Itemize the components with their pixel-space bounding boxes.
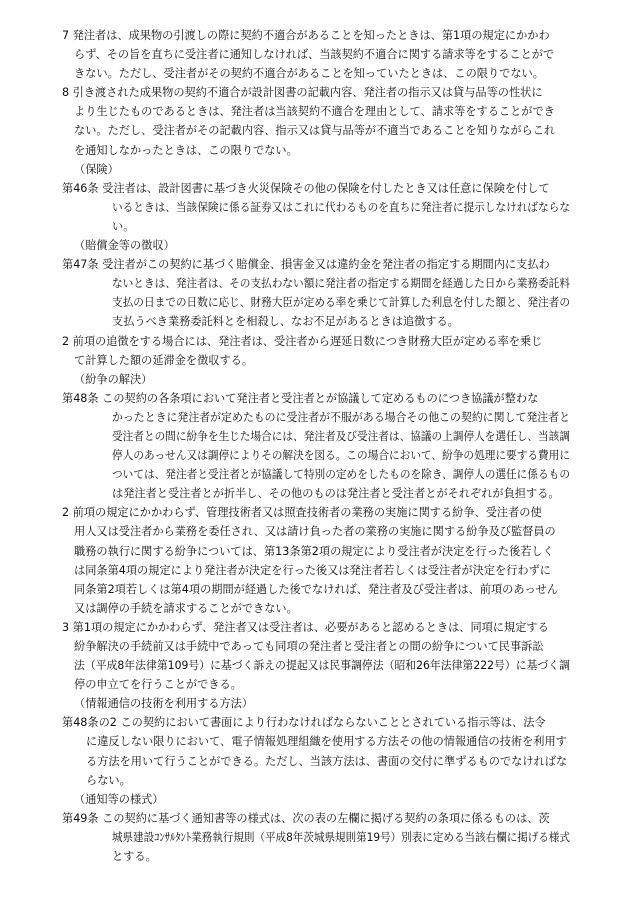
paragraph-8-line-1: 8 引き渡された成果物の契約不適合が設計図書の記載内容、発注者の指示又は貸与品等の性状に (62, 86, 543, 100)
paragraph-8-line-2: より生じたものであるときは、発注者は当該契約不適合を理由として、請求等をすることができ (74, 105, 555, 119)
article-46-line-2: いるときは、当該保険に係る証券又はこれに代わるものを直ちに発注者に提示しなければならな (112, 200, 570, 214)
article-47-line-3: 支払の日までの日数に応じ、財務大臣が定める率を乗じて計算した利息を付した額と、発注者の (112, 296, 570, 310)
article-48-paragraph-3-line-3: 法（平成8年法律第109号）に基づく訴えの提起又は民事調停法（昭和26年法律第222号）に基づく調 (74, 659, 570, 673)
article-48-2-line-2: に違反しない限りにおいて、電子情報処理組織を使用する方法その他の情報通信の技術を利用す (86, 735, 567, 749)
article-48-2-line-3: る方法を用いて行うことができる。ただし、当該方法は、書面の交付に準ずるものでなければな (86, 754, 568, 768)
paragraph-7-line-1: 7 発注者は、成果物の引渡しの際に契約不適合があることを知ったときは、第1項の規定にかかわ (62, 29, 550, 42)
paragraph-8-line-4: を通知しなかったときは、この限りでない。 (74, 143, 298, 157)
article-49-line-3: とする。 (112, 850, 157, 864)
article-47-paragraph-2-line-2: て計算した額の延滞金を徴収する。 (74, 353, 254, 367)
paragraph-7-line-3: きない。ただし、受注者がその契約不適合があることを知っていたときは、この限りでない。 (74, 67, 544, 81)
article-48-paragraph-3-line-2: 紛争解決の手続前又は手続中であっても同項の発注者と受注者との間の紛争について民事訴訟 (74, 640, 544, 653)
article-48-2-line-1: 第48条の2 この契約において書面により行わなければならないこととされている指示等は、法令 (62, 716, 546, 730)
paragraph-7-line-2: らず、その旨を直ちに受注者に通知しなければ、当該契約不適合に関する請求等をすることがで (74, 48, 555, 62)
article-49-line-2: 城県建設ｺﾝｻﾙﾀﾝﾄ業務執行規則（平成8年茨城県規則第19号）別表に定める当該右欄に掲げる様式 (112, 830, 571, 844)
article-48-paragraph-2-line-3: 職務の執行に関する紛争については、第13条第2項の規定により受注者が決定を行った後若しく (74, 544, 554, 558)
article-48-line-1: 第48条 この契約の各条項において発注者と受注者とが協議して定めるものにつき協議が整わな (62, 391, 539, 405)
article-48-line-4: 停人のあっせん又は調停によりその解決を図る。この場合において、紛争の処理に要する費用に (112, 449, 570, 463)
article-48-line-2: かったときに発注者が定めたものに受注者が不服がある場合その他この契約に関して発注者と (112, 410, 571, 424)
article-48-line-3: 受注者との間に紛争を生じた場合には、発注者及び受注者は、協議の上調停人を選任し、当該調 (112, 429, 570, 443)
article-47-line-1: 第47条 受注者がこの契約に基づく賠償金、損害金又は違約金を発注者の指定する期間内に支払わ (62, 258, 550, 272)
article-47-paragraph-2-line-1: 2 前項の追徴をする場合には、発注者は、受注者から遅延日数につき財務大臣が定める率を乗じ (62, 334, 543, 348)
article-47-line-4: 支払うべき業務委託料とを相殺し、なお不足があるときは追徴する。 (112, 315, 459, 329)
article-46-caption: （保険） (74, 162, 119, 176)
article-48-2-line-4: らない。 (86, 773, 131, 787)
article-47-caption: （賠償金等の徴収） (74, 239, 175, 253)
article-48-paragraph-2-line-1: 2 前項の規定にかかわらず、管理技術者又は照査技術者の業務の実施に関する紛争、受注者の使 (62, 506, 542, 520)
article-48-2-caption: （情報通信の技術を利用する方法） (74, 697, 254, 711)
article-48-paragraph-2-line-4: は同条第4項の規定により発注者が決定を行った後又は発注者若しくは受注者が決定を行わずに (74, 563, 551, 577)
article-48-paragraph-2-line-6: 又は調停の手続を請求することができない。 (74, 601, 298, 615)
article-48-caption: （紛争の解決） (74, 372, 153, 386)
article-48-paragraph-2-line-2: 用人又は受注者から業務を委任され、又は請け負った者の業務の実施に関する紛争及び監督員の (74, 525, 556, 539)
article-46-line-3: い。 (112, 219, 135, 233)
paragraph-8-line-3: ない。ただし、受注者がその記載内容、指示又は貸与品等が不適当であることを知りながらこれ (74, 124, 556, 138)
article-48-line-6: は発注者と受注者とが折半し、その他のものは発注者と受注者とがそれぞれが負担する。 (112, 487, 560, 501)
article-47-line-2: ないときは、発注者は、その支払わない額に発注者の指定する期間を経過した日から業務委託料 (112, 277, 570, 291)
article-48-paragraph-3-line-1: 3 第1項の規定にかかわらず、発注者又は受注者は、必要があると認めるときは、同項に規定する (62, 620, 549, 634)
article-46-line-1: 第46条 受注者は、設計図書に基づき火災保険その他の保険を付したとき又は任意に保険を付して (62, 181, 550, 195)
article-49-line-1: 第49条 この契約に基づく通知書等の様式は、次の表の左欄に掲げる契約の条項に係るものは、茨 (62, 811, 550, 825)
article-49-caption: （通知等の様式） (74, 792, 164, 806)
document-body (62, 26, 570, 866)
article-48-paragraph-3-line-4: 停の申立てを行うことができる。 (74, 678, 242, 692)
article-48-paragraph-2-line-5: 同条第2項若しくは第4項の期間が経過した後でなければ、発注者及び受注者は、前項のあっせん (74, 582, 559, 596)
article-48-line-5: ついては、発注者と受注者とが協議して特別の定めをしたものを除き、調停人の選任に係るもの (112, 468, 570, 482)
